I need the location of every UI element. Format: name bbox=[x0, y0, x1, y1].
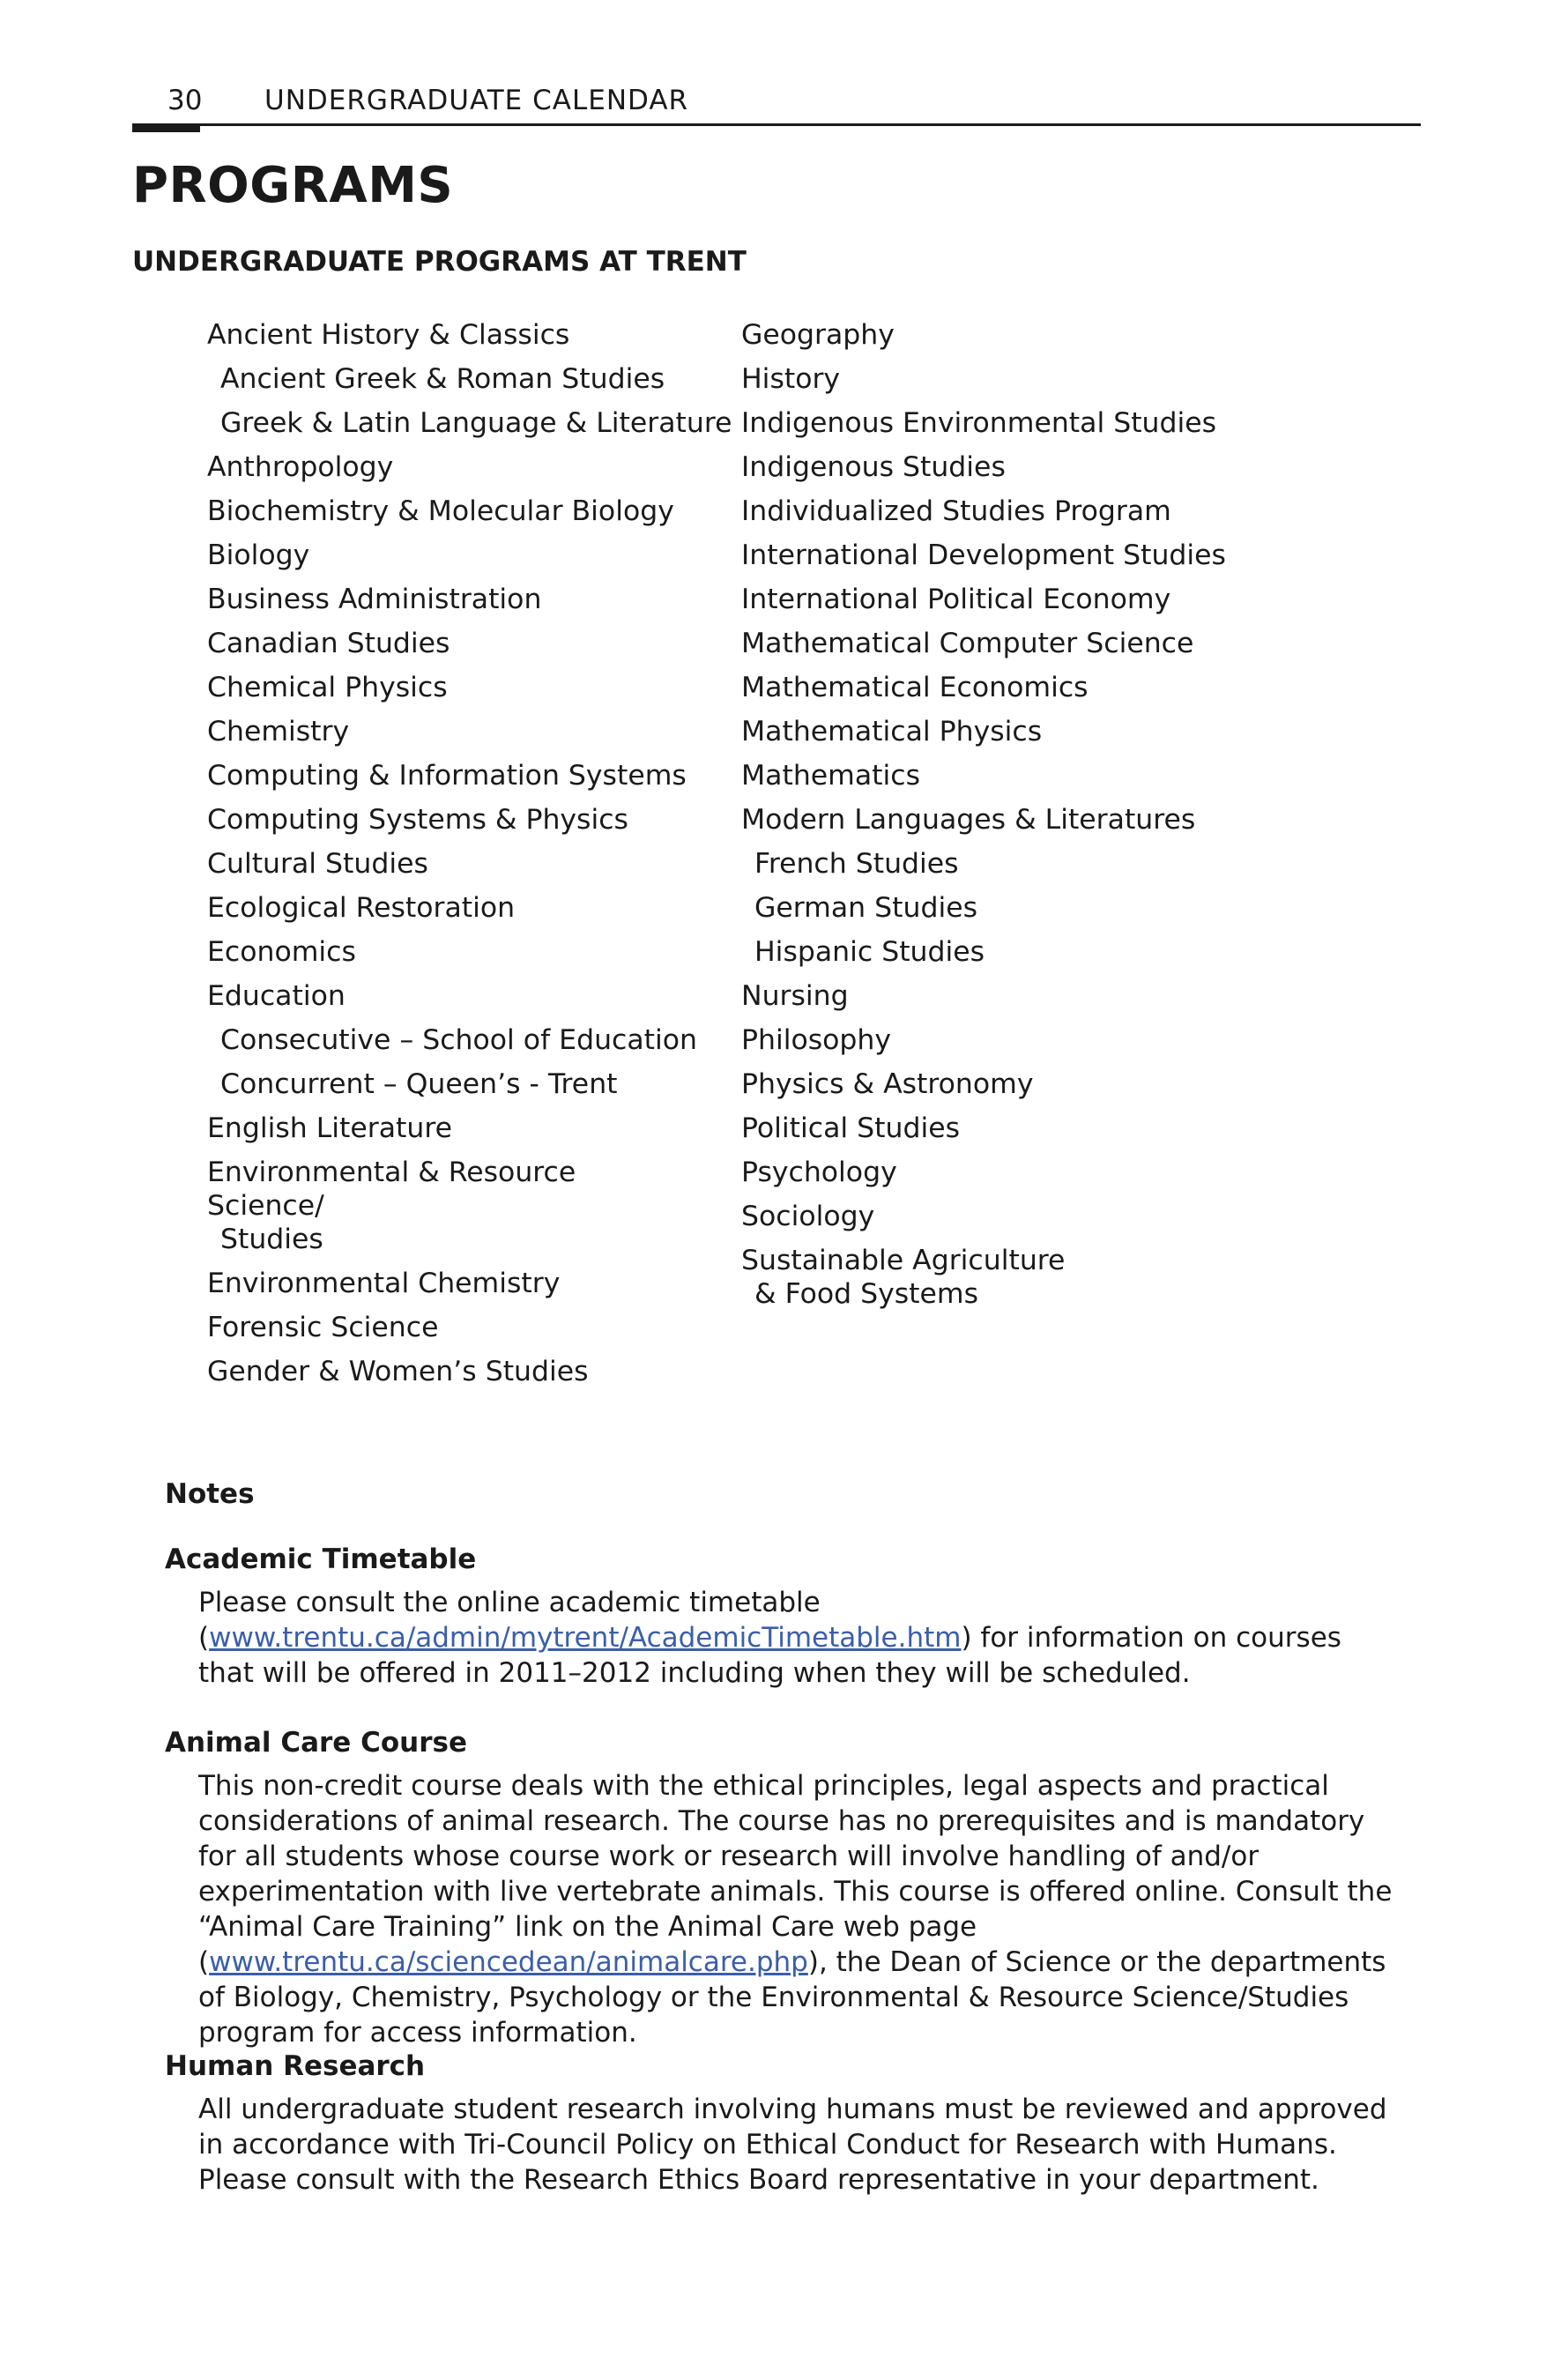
program-item: Business Administration bbox=[207, 584, 542, 615]
note-heading: Human Research bbox=[165, 2050, 426, 2082]
note-academic-timetable bbox=[165, 1541, 1416, 1691]
program-item: Computing Systems & Physics bbox=[207, 804, 628, 836]
program-subitem: Ancient Greek & Roman Studies bbox=[220, 363, 665, 395]
timetable-link[interactable]: www.trentu.ca/admin/mytrent/AcademicTimetable.htm bbox=[209, 1622, 962, 1654]
program-subitem: Greek & Latin Language & Literature bbox=[220, 407, 732, 439]
program-item: Indigenous Environmental Studies bbox=[741, 407, 1217, 439]
notes-title: Notes bbox=[165, 1478, 255, 1510]
program-item: Political Studies bbox=[741, 1112, 960, 1144]
note-body bbox=[198, 1768, 1397, 2050]
program-item: Cultural Studies bbox=[207, 848, 428, 880]
page-header bbox=[132, 81, 1421, 125]
note-body: All undergraduate student research involving humans must be reviewed and approved in accordance with Tri-Council Policy on Ethical Conduct for Research with Humans. Please consult with the Research Ethics Board representative in your department. bbox=[198, 2094, 1387, 2196]
program-item: Indigenous Studies bbox=[741, 451, 1006, 483]
program-item-line: Environmental & Resource Science/ bbox=[207, 1157, 576, 1222]
program-item-wrapped bbox=[207, 1150, 701, 1261]
program-item: Mathematical Computer Science bbox=[741, 628, 1194, 659]
program-item: Gender & Women’s Studies bbox=[207, 1356, 589, 1387]
note-body bbox=[198, 1585, 1397, 1691]
program-item: Biochemistry & Molecular Biology bbox=[207, 495, 674, 527]
program-item: Ancient History & Classics bbox=[207, 319, 570, 351]
program-item: Chemical Physics bbox=[207, 672, 448, 703]
program-item: Forensic Science bbox=[207, 1312, 439, 1343]
program-item-continuation: Studies bbox=[220, 1223, 323, 1255]
program-item: Mathematical Economics bbox=[741, 672, 1089, 703]
program-item: Mathematical Physics bbox=[741, 716, 1043, 747]
program-item: Canadian Studies bbox=[207, 628, 450, 659]
running-title: UNDERGRADUATE CALENDAR bbox=[264, 85, 689, 116]
program-item: Ecological Restoration bbox=[207, 892, 516, 924]
program-item: History bbox=[741, 363, 841, 395]
header-rule bbox=[132, 123, 1421, 126]
program-subitem: Consecutive – School of Education bbox=[220, 1024, 697, 1056]
program-item: Computing & Information Systems bbox=[207, 760, 687, 792]
note-text: This non-credit course deals with the ethical principles, legal aspects and practical considerations of animal research. The course has no prerequisites and is mandatory for all students whose course work or research will involve handling of and/or experimentation with live vertebrate animals. This course is offered online. Consult the “Animal Care Training” link on the Animal Care web page ( bbox=[198, 1770, 1393, 1978]
program-item: Education bbox=[207, 980, 346, 1012]
section-heading: UNDERGRADUATE PROGRAMS AT TRENT bbox=[132, 246, 747, 278]
program-subitem: German Studies bbox=[754, 892, 977, 924]
programs-list-right bbox=[741, 313, 1341, 1316]
note-heading: Academic Timetable bbox=[165, 1543, 477, 1575]
program-item: Modern Languages & Literatures bbox=[741, 804, 1196, 836]
program-item: Economics bbox=[207, 936, 356, 968]
program-item: Mathematics bbox=[741, 760, 920, 792]
note-text: ) for information on courses that will be offered in 2011–2012 including when they will be scheduled. bbox=[198, 1622, 1341, 1689]
program-item: English Literature bbox=[207, 1112, 452, 1144]
note-animal-care bbox=[165, 1724, 1416, 2050]
program-item: International Development Studies bbox=[741, 539, 1226, 571]
page-title: PROGRAMS bbox=[132, 157, 454, 214]
program-item: Philosophy bbox=[741, 1024, 892, 1056]
program-subitem: Concurrent – Queen’s - Trent bbox=[220, 1068, 618, 1100]
note-text: Please consult the online academic timetable ( bbox=[198, 1587, 821, 1654]
program-item: Anthropology bbox=[207, 451, 394, 483]
program-item: Biology bbox=[207, 539, 310, 571]
program-item: Chemistry bbox=[207, 716, 350, 747]
program-item: Individualized Studies Program bbox=[741, 495, 1171, 527]
program-subitem: Hispanic Studies bbox=[754, 936, 985, 968]
programs-list-left bbox=[207, 313, 732, 1394]
program-item: International Political Economy bbox=[741, 584, 1171, 615]
program-item-continuation: & Food Systems bbox=[754, 1278, 978, 1310]
program-item: Sociology bbox=[741, 1201, 875, 1232]
animal-care-link[interactable]: www.trentu.ca/sciencedean/animalcare.php bbox=[209, 1946, 808, 1978]
program-item: Geography bbox=[741, 319, 895, 351]
program-item: Environmental Chemistry bbox=[207, 1268, 561, 1299]
program-item-wrapped bbox=[741, 1238, 1341, 1316]
program-subitem: French Studies bbox=[754, 848, 959, 880]
program-item: Physics & Astronomy bbox=[741, 1068, 1034, 1100]
page-number: 30 bbox=[167, 85, 203, 116]
program-item: Nursing bbox=[741, 980, 849, 1012]
note-human-research bbox=[165, 2048, 1416, 2198]
note-heading: Animal Care Course bbox=[165, 1727, 467, 1759]
program-item: Psychology bbox=[741, 1157, 897, 1188]
header-rule-tab bbox=[132, 123, 200, 132]
note-text: ), the Dean of Science or the departments of Biology, Chemistry, Psychology or the Environmental & Resource Science/Studies program for access information. bbox=[198, 1946, 1386, 2049]
program-item-line: Sustainable Agriculture bbox=[741, 1245, 1066, 1276]
